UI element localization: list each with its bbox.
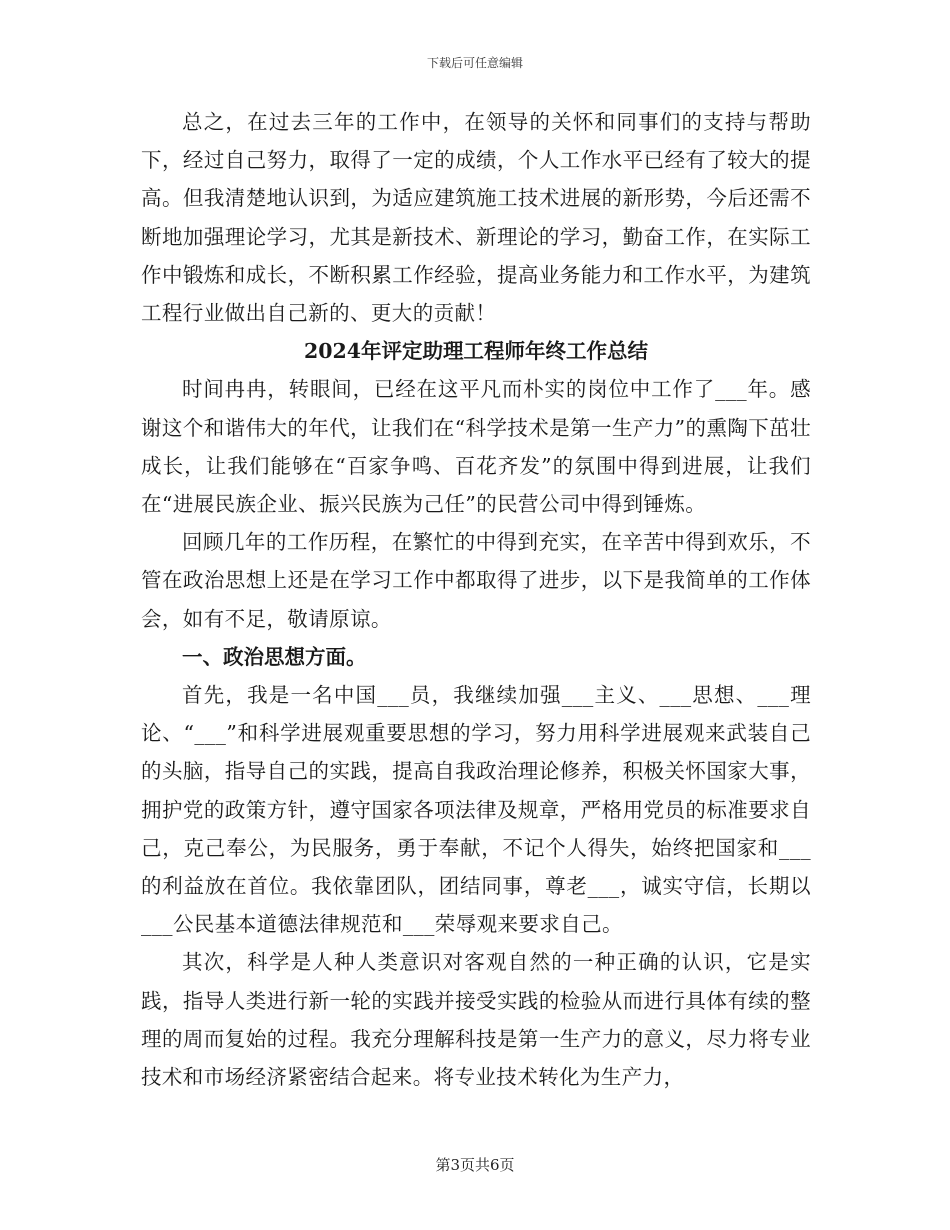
section-heading-political: 一、政治思想方面。	[182, 644, 367, 669]
page-number: 第3页共6页	[435, 1156, 515, 1174]
paragraph-political-second: 其次，科学是人种人类意识对客观自然的一种正确的认识，它是实践，指导人类进行新一轮的实践并接受实践的检验从而进行具体有续的整理的周而复始的过程。我充分理解科技是第一生产力的意义，尽力将专业技术和市场经济紧密结合起来。将专业技术转化为生产力，	[141, 950, 811, 1090]
paragraph-summary: 总之，在过去三年的工作中，在领导的关怀和同事们的支持与帮助下，经过自己努力，取得了一定的成绩，个人工作水平已经有了较大的提高。但我清楚地认识到，为适应建筑施工技术进展的新形势，今后还需不断地加强理论学习，尤其是新技术、新理论的学习，勤奋工作，在实际工作中锻炼和成长，不断积累工作经验，提高业务能力和工作水平，为建筑工程行业做出自己新的、更大的贡献！	[141, 110, 811, 326]
header-note: 下载后可任意编辑	[426, 56, 523, 70]
paragraph-review: 回顾几年的工作历程，在繁忙的中得到充实，在辛苦中得到欢乐，不管在政治思想上还是在学习工作中都取得了进步，以下是我简单的工作体会，如有不足，敬请原谅。	[141, 530, 811, 631]
paragraph-intro: 时间冉冉，转眼间，已经在这平凡而朴实的岗位中工作了___年。感谢这个和谐伟大的年代，让我们在“科学技术是第一生产力”的熏陶下茁壮成长，让我们能够在“百家争鸣、百花齐发”的氛围中得到进展，让我们在“进展民族企业、振兴民族为己任”的民营公司中得到锤炼。	[141, 377, 811, 517]
paragraph-political-first: 首先，我是一名中国___员，我继续加强___主义、___思想、___理论、“___”和科学进展观重要思想的学习，努力用科学进展观来武装自己的头脑，指导自己的实践，提高自我政治理论修养，积极关怀国家大事，拥护党的政策方针，遵守国家各项法律及规章，严格用党员的标准要求自己，克己奉公，为民服务，勇于奉献，不记个人得失，始终把国家和___的利益放在首位。我依靠团队，团结同事，尊老___，诚实守信，长期以___公民基本道德法律规范和___荣辱观来要求自己。	[141, 683, 811, 937]
document-body	[141, 103, 811, 1096]
document-title: 2024年评定助理工程师年终工作总结	[303, 339, 649, 364]
